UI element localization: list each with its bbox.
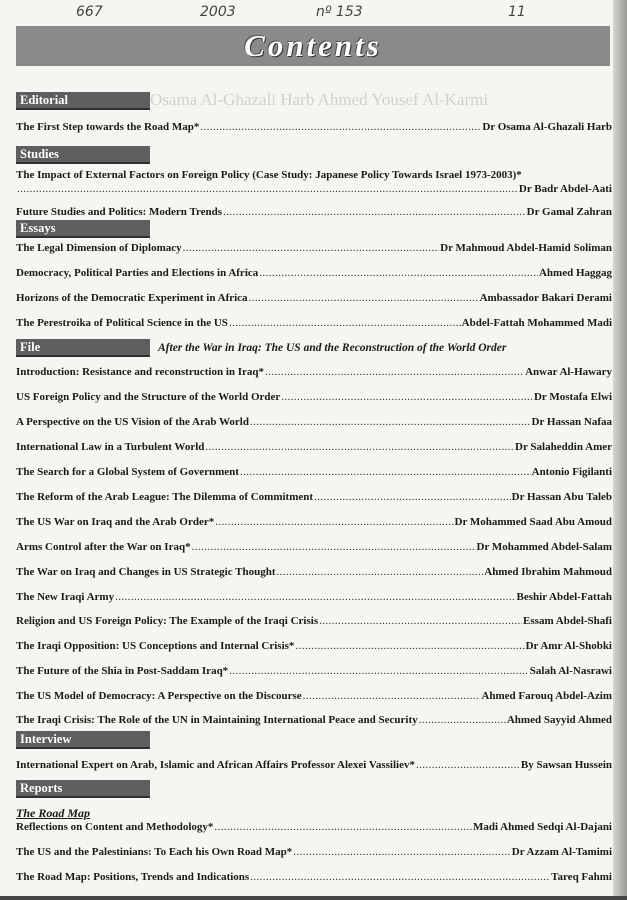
bleed-through-text: Osama Al-Ghazali Harb Ahmed Yousef Al-Karmi <box>150 90 489 109</box>
entry-author: Ahmed Farouq Abdel-Azim <box>481 690 612 702</box>
entry-author: Dr Mohammed Saad Abu Amoud <box>454 516 612 528</box>
toc-entry <box>16 440 612 454</box>
section-label: Reports <box>20 781 63 795</box>
entry-title: The Legal Dimension of Diplomacy <box>16 242 182 254</box>
entry-title: Introduction: Resistance and reconstruction in Iraq* <box>16 366 265 378</box>
entry-author: Tareq Fahmi <box>551 871 612 883</box>
toc-entry <box>16 845 612 859</box>
entry-title: The New Iraqi Army <box>16 591 115 603</box>
entry-author: Abdel-Fattah Mohammed Madi <box>461 317 612 329</box>
leader-dots <box>205 440 514 454</box>
section-header-reports <box>16 780 150 798</box>
entry-author: Ambassador Bakari Derami <box>479 292 612 304</box>
leader-dots <box>419 713 506 727</box>
toc-entry <box>16 664 612 678</box>
entry-author: Dr Badr Abdel-Aati <box>518 183 612 195</box>
page-edge <box>613 0 627 900</box>
entry-title: The Road Map: Positions, Trends and Indications <box>16 871 250 883</box>
entry-author: Ahmed Ibrahim Mahmoud <box>484 566 612 578</box>
leader-dots <box>276 565 483 579</box>
entry-title: The First Step towards the Road Map* <box>16 121 200 133</box>
entry-author: Antonio Figilanti <box>531 466 612 478</box>
entry-title: The Future of the Shia in Post-Saddam Iraq* <box>16 665 229 677</box>
leader-dots <box>259 266 538 280</box>
toc-entry <box>16 316 612 330</box>
toc-entry <box>16 689 612 703</box>
handwritten-note: nº 153 <box>316 4 363 20</box>
entry-title: The Iraqi Opposition: US Conceptions and Internal Crisis* <box>16 640 295 652</box>
entry-title: Arms Control after the War on Iraq* <box>16 541 191 553</box>
entry-title: The US and the Palestinians: To Each his Own Road Map* <box>16 846 293 858</box>
section-label: Editorial <box>20 93 68 107</box>
leader-dots <box>293 845 510 859</box>
toc-entry <box>16 614 612 628</box>
entry-author: Dr Mohammed Abdel-Salam <box>476 541 612 553</box>
toc-entry <box>16 490 612 504</box>
leader-dots <box>281 390 533 404</box>
section-header-file <box>16 339 150 357</box>
handwritten-note: 2003 <box>200 4 236 20</box>
handwritten-note: 667 <box>76 4 103 20</box>
entry-author: Madi Ahmed Sedqi Al-Dajani <box>472 821 612 833</box>
entry-author: Anwar Al-Hawary <box>525 366 612 378</box>
leader-dots <box>314 490 511 504</box>
toc-entry <box>16 120 612 134</box>
entry-title: A Perspective on the US Vision of the Arab World <box>16 416 249 428</box>
toc-entry <box>16 758 612 772</box>
entry-title: The Search for a Global System of Government <box>16 466 239 478</box>
entry-author: By Sawsan Hussein <box>520 759 612 771</box>
entry-title: US Foreign Policy and the Structure of the World Order <box>16 391 281 403</box>
entry-title: The US War on Iraq and the Arab Order* <box>16 516 215 528</box>
entry-author: Dr Mahmoud Abdel-Hamid Soliman <box>440 242 612 254</box>
entry-title: The Reform of the Arab League: The Dilemma of Commitment <box>16 491 314 503</box>
leader-dots <box>250 870 550 884</box>
leader-dots <box>192 540 476 554</box>
section-subtitle: After the War in Iraq: The US and the Reconstruction of the World Order <box>158 342 507 354</box>
leader-dots <box>17 182 518 196</box>
toc-entry <box>16 241 612 255</box>
section-header-editorial <box>16 92 150 110</box>
entry-title: The US Model of Democracy: A Perspective on the Discourse <box>16 690 302 702</box>
leader-dots <box>319 614 522 628</box>
leader-dots <box>295 639 524 653</box>
scan-edge <box>0 896 627 900</box>
toc-entry <box>16 205 612 219</box>
leader-dots <box>240 465 531 479</box>
leader-dots <box>229 316 461 330</box>
entry-title: Reflections on Content and Methodology* <box>16 821 214 833</box>
entry-author: Dr Osama Al-Ghazali Harb <box>482 121 612 133</box>
leader-dots <box>249 291 479 305</box>
leader-dots <box>215 515 453 529</box>
leader-dots <box>223 205 526 219</box>
page-title: Contents <box>244 28 382 63</box>
entry-title: The War on Iraq and Changes in US Strategic Thought <box>16 566 276 578</box>
section-label: Studies <box>20 147 59 161</box>
toc-entry <box>16 465 612 479</box>
title-banner <box>16 26 610 66</box>
entry-title: International Expert on Arab, Islamic and African Affairs Professor Alexei Vassiliev* <box>16 759 415 771</box>
toc-entry <box>16 415 612 429</box>
handwritten-note: 11 <box>508 4 526 20</box>
entry-author: Salah Al-Nasrawi <box>529 665 612 677</box>
toc-entry <box>16 540 612 554</box>
section-header-studies <box>16 146 150 164</box>
leader-dots <box>183 241 440 255</box>
entry-title: Democracy, Political Parties and Elections in Africa <box>16 267 259 279</box>
leader-dots <box>265 365 524 379</box>
toc-entry <box>16 291 612 305</box>
entry-title: The Iraqi Crisis: The Role of the UN in Maintaining International Peace and Security <box>16 714 418 726</box>
entry-author: Dr Mostafa Elwi <box>533 391 612 403</box>
entry-author: Dr Azzam Al-Tamimi <box>511 846 612 858</box>
entry-author: Ahmed Sayyid Ahmed <box>506 714 612 726</box>
entry-title: Future Studies and Politics: Modern Trends <box>16 206 223 218</box>
leader-dots <box>200 120 481 134</box>
entry-author: Beshir Abdel-Fattah <box>516 591 612 603</box>
section-header-interview <box>16 731 150 749</box>
toc-entry <box>16 870 612 884</box>
report-subheading: The Road Map <box>16 806 91 820</box>
leader-dots <box>115 590 515 604</box>
entry-author: Dr Hassan Nafaa <box>531 416 612 428</box>
entry-title: Religion and US Foreign Policy: The Example of the Iraqi Crisis <box>16 615 319 627</box>
section-label: Essays <box>20 221 56 235</box>
entry-author: Ahmed Haggag <box>538 267 612 279</box>
toc-entry <box>16 365 612 379</box>
entry-author: Dr Hassan Abu Taleb <box>511 491 612 503</box>
leader-dots <box>214 820 472 834</box>
leader-dots <box>250 415 531 429</box>
toc-entry <box>16 639 612 653</box>
toc-entry <box>16 713 612 727</box>
toc-entry <box>16 565 612 579</box>
section-label: File <box>20 340 41 354</box>
toc-entry <box>16 820 612 834</box>
section-label: Interview <box>20 732 72 746</box>
section-header-essays <box>16 220 150 238</box>
toc-entry <box>16 266 612 280</box>
toc-entry <box>16 590 612 604</box>
toc-entry <box>16 390 612 404</box>
entry-author: Dr Salaheddin Amer <box>515 441 612 453</box>
leader-dots <box>229 664 529 678</box>
entry-title: International Law in a Turbulent World <box>16 441 205 453</box>
leader-dots <box>416 758 520 772</box>
entry-title: The Impact of External Factors on Foreign Policy (Case Study: Japanese Policy Towards Israel 1973-2003)* <box>16 169 522 181</box>
entry-title: Horizons of the Democratic Experiment in Africa <box>16 292 248 304</box>
entry-title: The Perestroika of Political Science in the US <box>16 317 228 329</box>
entry-author: Essam Abdel-Shafi <box>523 615 612 627</box>
toc-entry <box>16 515 612 529</box>
toc-entry <box>16 182 612 196</box>
entry-author: Dr Amr Al-Shobki <box>525 640 612 652</box>
leader-dots <box>303 689 481 703</box>
entry-author: Dr Gamal Zahran <box>526 206 612 218</box>
